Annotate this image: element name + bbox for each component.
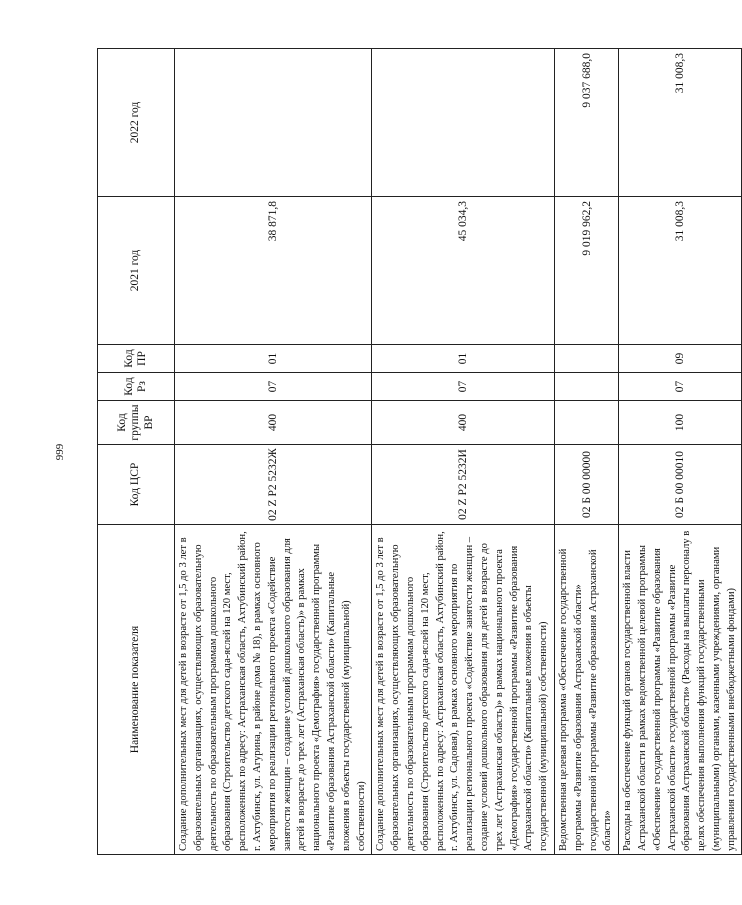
cell-rz: 07 — [175, 373, 372, 401]
cell-pr — [554, 345, 618, 373]
table-row — [372, 49, 555, 855]
cell-name: Создание дополнительных мест для детей в возрасте от 1,5 до 3 лет в образовательных организациях, осуществляющих образовательную деятельность по образовательным программам дошкольного образования (Строительство детского сада-яслей на 120 мест, расположенных по адресу: Астраханская область, Ахтубинский район, г. Ахтубинск, ул. Агурина, в районе дома № 18), в рамках основного мероприятия по реализации регионального проекта «Содействие занятости женщин – создание условий дошкольного образования для детей в возрасте до трех лет (Астраханская область)» в рамках национального проекта «Демография» государственной программы «Развитие образования Астраханской области» (Капитальные вложения в объекты государственной (муниципальной) собственности) — [175, 525, 372, 855]
cell-rz: 07 — [372, 373, 555, 401]
cell-2022: 9 037 688,0 — [554, 49, 618, 197]
budget-table — [97, 48, 742, 855]
page-number: 999 — [54, 443, 66, 461]
cell-rz: 07 — [619, 373, 742, 401]
header-csr: Код ЦСР — [98, 445, 175, 525]
cell-vr: 400 — [372, 401, 555, 445]
table-row — [619, 49, 742, 855]
cell-pr: 09 — [619, 345, 742, 373]
header-vr: Код группы ВР — [98, 401, 175, 445]
cell-vr — [554, 401, 618, 445]
cell-rz — [554, 373, 618, 401]
header-rz: Код Рз — [98, 373, 175, 401]
table-header-row — [98, 49, 175, 855]
cell-csr: 02 Б 00 00000 — [554, 445, 618, 525]
cell-csr: 02 Z P2 5232И — [372, 445, 555, 525]
table-row — [175, 49, 372, 855]
cell-name: Ведомственная целевая программа «Обеспечение государственной программы «Развитие образования Астраханской области» государственной программы «Развитие образования Астраханской области» — [554, 525, 618, 855]
cell-csr: 02 Б 00 00010 — [619, 445, 742, 525]
cell-2021: 38 871,8 — [175, 197, 372, 345]
cell-2022 — [175, 49, 372, 197]
header-name: Наименование показателя — [98, 525, 175, 855]
cell-csr: 02 Z P2 5232Ж — [175, 445, 372, 525]
cell-vr: 400 — [175, 401, 372, 445]
header-pr: Код ПР — [98, 345, 175, 373]
cell-vr: 100 — [619, 401, 742, 445]
cell-2021: 45 034,3 — [372, 197, 555, 345]
rotated-table-container — [97, 49, 737, 855]
cell-2022: 31 008,3 — [619, 49, 742, 197]
cell-2021: 9 019 962,2 — [554, 197, 618, 345]
cell-name: Расходы на обеспечение функций органов государственной власти Астраханской области в рамках ведомственной целевой программы «Обеспечение государственной программы «Развитие образования Астраханской области» государственной программы «Развитие образования Астраханской области» (Расходы на выплаты персоналу в целях обеспечения выполнения функций государственными (муниципальными) органами, казенными учреждениями, органами управления государственными внебюджетными фондами) — [619, 525, 742, 855]
header-2021: 2021 год — [98, 197, 175, 345]
cell-name: Создание дополнительных мест для детей в возрасте от 1,5 до 3 лет в образовательных организациях, осуществляющих образовательную деятельность по образовательным программам дошкольного образования (Строительство детского сада-яслей на 120 мест, расположенных по адресу: Астраханская область, Ахтубинский район, г. Ахтубинск, ул. Садовая), в рамках основного мероприятия по реализации регионального проекта «Содействие занятости женщин – создание условий дошкольного образования для детей в возрасте до трех лет (Астраханская область)» в рамках национального проекта «Демография» государственной программы «Развитие образования Астраханской области» (Капитальные вложения в объекты государственной (муниципальной) собственности) — [372, 525, 555, 855]
cell-pr: 01 — [175, 345, 372, 373]
cell-pr: 01 — [372, 345, 555, 373]
cell-2021: 31 008,3 — [619, 197, 742, 345]
header-2022: 2022 год — [98, 49, 175, 197]
table-row — [554, 49, 618, 855]
cell-2022 — [372, 49, 555, 197]
